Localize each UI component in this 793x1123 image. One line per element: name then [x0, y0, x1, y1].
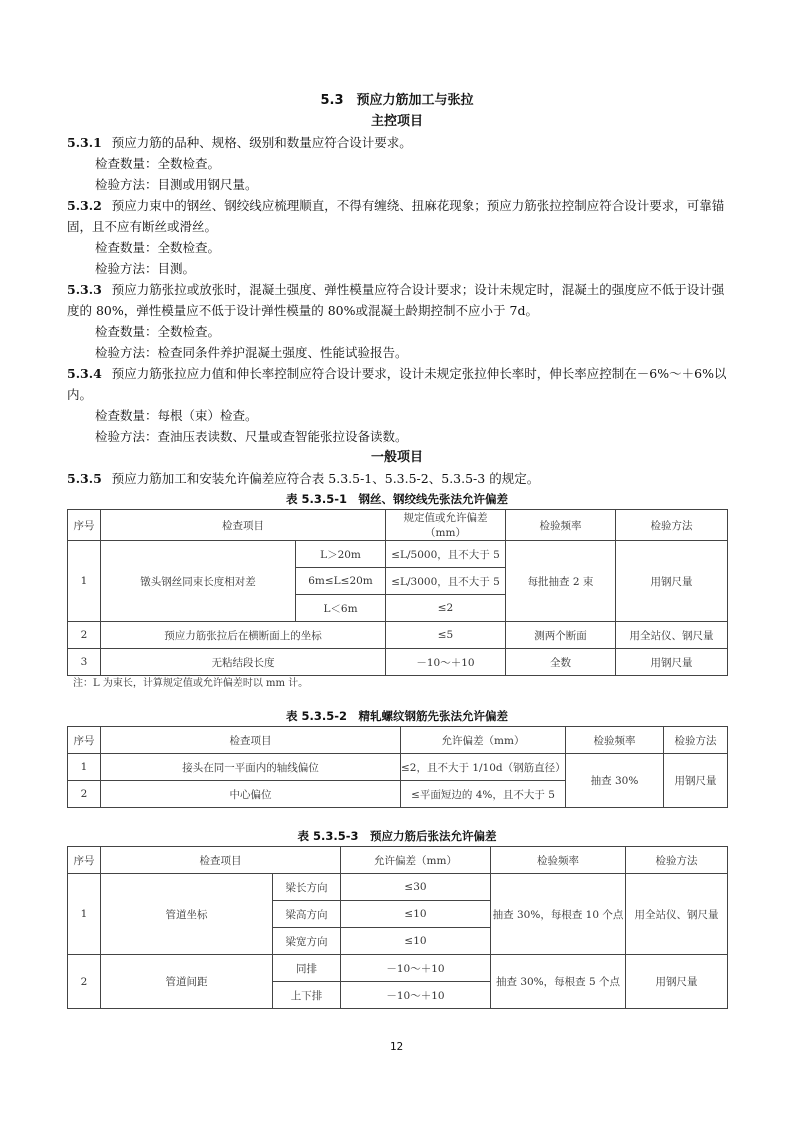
header-cell: 检验频率	[566, 727, 664, 754]
clause-text: 预应力筋的品种、规格、级别和数量应符合设计要求。	[111, 135, 412, 150]
cell: 测两个断面	[506, 622, 616, 649]
section-title: 5.3 预应力筋加工与张拉	[320, 93, 474, 108]
cell: 梁长方向	[273, 874, 341, 901]
cell: 镦头钢丝同束长度相对差	[101, 541, 296, 622]
cell: ≤2	[386, 595, 506, 622]
check-quantity: 检查数量：全数检查。	[95, 240, 221, 255]
page-number: 12	[389, 1040, 404, 1053]
table-5-3-5-1	[67, 509, 728, 676]
cell: 2	[68, 955, 101, 1009]
cell: ≤L/3000，且不大于 5	[386, 568, 506, 595]
header-cell: 检验方法	[664, 727, 728, 754]
table-row	[68, 754, 728, 781]
cell: 抽查 30%，每根查 5 个点	[491, 955, 626, 1009]
check-quantity: 检查数量：全数检查。	[95, 324, 221, 339]
check-method: 检验方法：目测。	[95, 261, 196, 276]
clause-5-3-1	[67, 132, 727, 195]
cell: －10～＋10	[341, 982, 491, 1009]
header-cell: 允许偏差（mm）	[401, 727, 566, 754]
check-method: 检验方法：查油压表读数、尺量或查智能张拉设备读数。	[95, 429, 408, 444]
cell: 中心偏位	[101, 781, 401, 808]
table-5-3-5-3	[67, 846, 728, 1009]
clause-text: 预应力筋加工和安装允许偏差应符合表 5.3.5-1、5.3.5-2、5.3.5-3 的规定。	[111, 471, 540, 486]
clause-number: 5.3.1	[67, 135, 102, 150]
header-cell: 序号	[68, 510, 101, 541]
general-items-heading: 一般项目	[370, 450, 423, 465]
table-header-row	[68, 727, 728, 754]
cell: 用全站仪、钢尺量	[616, 622, 728, 649]
cell: 无粘结段长度	[101, 649, 386, 676]
cell: 用钢尺量	[616, 649, 728, 676]
cell: 同排	[273, 955, 341, 982]
table-header-row	[68, 510, 728, 541]
table-row	[68, 955, 728, 982]
table-row	[68, 541, 728, 568]
cell: ≤5	[386, 622, 506, 649]
cell: 2	[68, 781, 101, 808]
cell: 用钢尺量	[664, 754, 728, 808]
cell: 预应力筋张拉后在横断面上的坐标	[101, 622, 386, 649]
cell: L＞20m	[296, 541, 386, 568]
cell: 全数	[506, 649, 616, 676]
cell: 梁高方向	[273, 901, 341, 928]
cell: 3	[68, 649, 101, 676]
check-quantity: 检查数量：每根（束）检查。	[95, 408, 258, 423]
cell: 抽查 30%	[566, 754, 664, 808]
cell: ≤2，且不大于 1/10d（钢筋直径）	[401, 754, 566, 781]
cell: 梁宽方向	[273, 928, 341, 955]
header-cell: 规定值或允许偏差（mm）	[386, 510, 506, 541]
table-row	[68, 874, 728, 901]
cell: ≤平面短边的 4%，且不大于 5	[401, 781, 566, 808]
cell: 用全站仪、钢尺量	[626, 874, 728, 955]
document-page	[67, 90, 727, 1009]
table3-title: 表 5.3.5-3 预应力筋后张法允许偏差	[297, 829, 497, 843]
table2-title: 表 5.3.5-2 精轧螺纹钢筋先张法允许偏差	[285, 709, 509, 723]
header-cell: 检查项目	[101, 510, 386, 541]
cell: 接头在同一平面内的轴线偏位	[101, 754, 401, 781]
header-cell: 检验方法	[616, 510, 728, 541]
cell: 每批抽查 2 束	[506, 541, 616, 622]
clause-5-3-2	[67, 195, 727, 279]
cell: ≤10	[341, 928, 491, 955]
clause-text: 预应力筋张拉应力值和伸长率控制应符合设计要求，设计未规定张拉伸长率时，伸长率应控制在－6%～＋6%以内。	[67, 366, 727, 402]
header-cell: 检验方法	[626, 847, 728, 874]
table-5-3-5-2	[67, 726, 728, 808]
cell: －10～＋10	[386, 649, 506, 676]
cell: 上下排	[273, 982, 341, 1009]
clause-number: 5.3.2	[67, 198, 102, 213]
cell: 1	[68, 754, 101, 781]
header-cell: 检查项目	[101, 727, 401, 754]
check-method: 检验方法：检查同条件养护混凝土强度、性能试验报告。	[95, 345, 408, 360]
check-quantity: 检查数量：全数检查。	[95, 156, 221, 171]
table1-note: 注：L 为束长，计算规定值或允许偏差时以 mm 计。	[73, 678, 309, 689]
cell: 2	[68, 622, 101, 649]
cell: 1	[68, 874, 101, 955]
cell: ≤L/5000，且不大于 5	[386, 541, 506, 568]
clause-number: 5.3.5	[67, 471, 102, 486]
header-cell: 检验频率	[491, 847, 626, 874]
table-row	[68, 649, 728, 676]
cell: 6m≤L≤20m	[296, 568, 386, 595]
cell: 用钢尺量	[616, 541, 728, 622]
check-method: 检验方法：目测或用钢尺量。	[95, 177, 258, 192]
clause-text: 预应力筋张拉或放张时，混凝土强度、弹性模量应符合设计要求；设计未规定时，混凝土的强度应不低于设计强度的 80%，弹性模量应不低于设计弹性模量的 80%或混凝土龄期控制不应小于 7d。	[67, 282, 725, 318]
clause-text: 预应力束中的钢丝、钢绞线应梳理顺直，不得有缠绕、扭麻花现象；预应力筋张拉控制应符合设计要求，可靠锚固，且不应有断丝或滑丝。	[67, 198, 725, 234]
table-header-row	[68, 847, 728, 874]
clause-number: 5.3.3	[67, 282, 102, 297]
header-cell: 检查项目	[101, 847, 341, 874]
header-cell: 序号	[68, 847, 101, 874]
header-cell: 允许偏差（mm）	[341, 847, 491, 874]
clause-5-3-5	[67, 468, 727, 489]
header-cell: 检验频率	[506, 510, 616, 541]
cell: 管道坐标	[101, 874, 273, 955]
cell: ≤10	[341, 901, 491, 928]
clause-number: 5.3.4	[67, 366, 102, 381]
cell: 管道间距	[101, 955, 273, 1009]
clause-5-3-3	[67, 279, 727, 363]
cell: 1	[68, 541, 101, 622]
cell: －10～＋10	[341, 955, 491, 982]
cell: ≤30	[341, 874, 491, 901]
cell: 用钢尺量	[626, 955, 728, 1009]
table1-title: 表 5.3.5-1 钢丝、钢绞线先张法允许偏差	[285, 492, 509, 506]
clause-5-3-4	[67, 363, 727, 447]
cell: 抽查 30%，每根查 10 个点	[491, 874, 626, 955]
header-cell: 序号	[68, 727, 101, 754]
cell: L＜6m	[296, 595, 386, 622]
main-items-heading: 主控项目	[370, 114, 423, 129]
table-row	[68, 622, 728, 649]
